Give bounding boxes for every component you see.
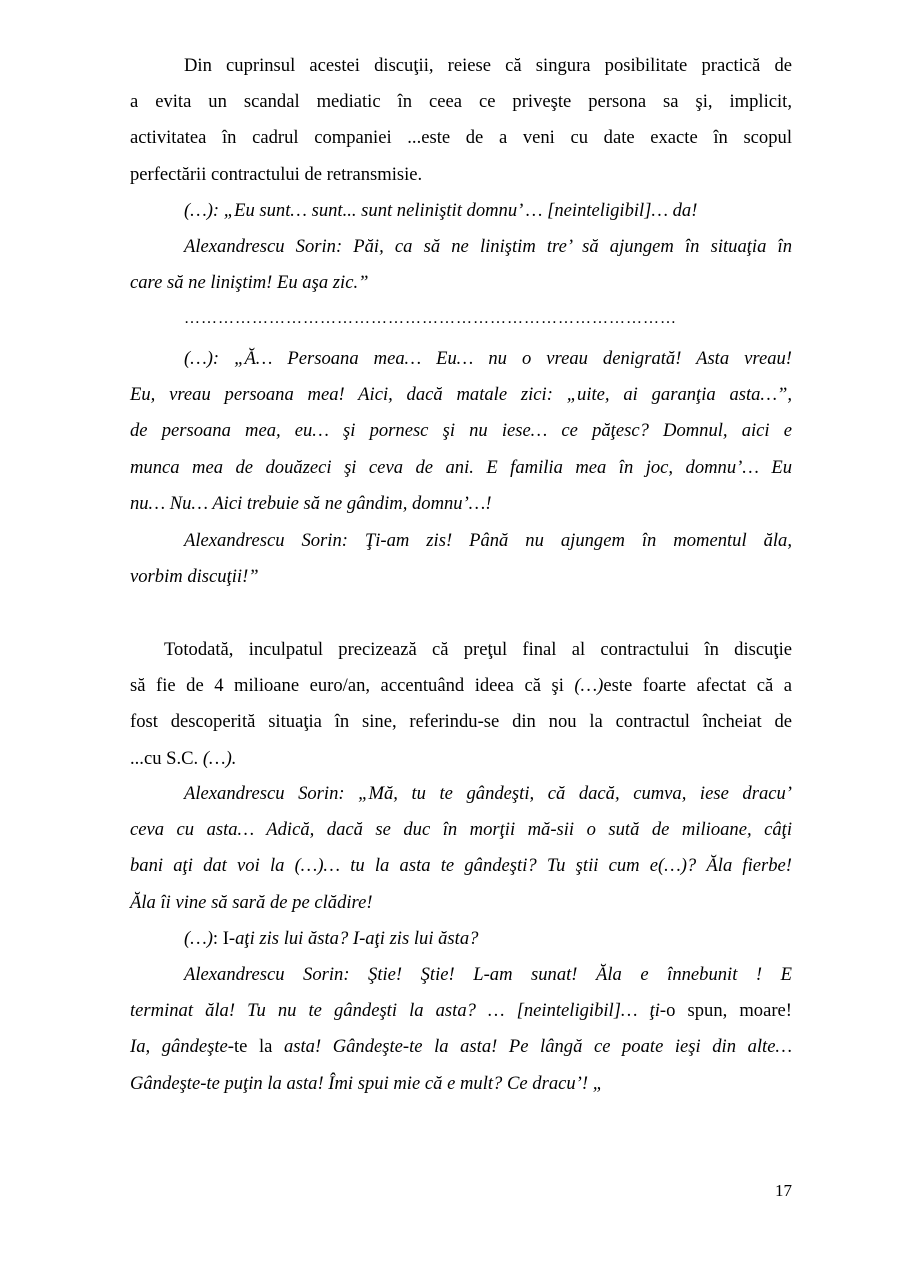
text-line [130, 957, 792, 993]
paragraph-quote-5 [130, 776, 792, 921]
text-line [130, 377, 792, 413]
text-run: Alexandrescu Sorin: Ştie! Ştie! L-am sunat! Ăla e înnebunit ! E [184, 964, 792, 985]
text-run: să fie de 4 milioane euro/an, accentuând ideea că şi [130, 675, 575, 697]
text-line [130, 1029, 792, 1065]
text-line [130, 559, 792, 595]
text-run: munca mea de douăzeci şi ceva de ani. E familia mea în joc, domnu’… Eu [130, 456, 792, 478]
text-run: Gândeşte-te puţin la asta! Îmi spui mie că e mult? Ce dracu’! „ [130, 1072, 604, 1094]
text-line [130, 921, 792, 957]
text-line [130, 993, 792, 1029]
text-run: ceva cu asta… Adică, dacă se duc în morţii mă-sii o sută de milioane, câţi [130, 819, 792, 841]
text-line [130, 668, 792, 704]
text-line [130, 84, 792, 120]
text-line [130, 776, 792, 812]
text-run: bani aţi dat voi la (…)… tu la asta te gândeşti? Tu ştii cum e(…)? Ăla fierbe! [130, 855, 792, 877]
text-run: Alexandrescu Sorin: „Mă, tu te gândeşti, că dacă, cumva, iese dracu’ [184, 783, 792, 804]
text-run: perfectării contractului de retransmisie. [130, 163, 423, 185]
ellipsis-separator: …………………………………………………………………………… [184, 310, 677, 327]
text-line [130, 413, 792, 449]
text-line [130, 157, 792, 193]
text-run: : I- [212, 928, 236, 949]
text-line [130, 229, 792, 265]
text-run: (…). [202, 747, 237, 769]
paragraph-intro [130, 48, 792, 193]
text-line [130, 632, 792, 668]
text-run: de persoana mea, eu… şi pornesc şi nu iese… ce păţesc? Domnul, aici e [130, 420, 792, 442]
text-run: este foarte afectat că a [603, 675, 792, 697]
text-run: te la [233, 1036, 284, 1058]
text-run: Alexandrescu Sorin: Ţi-am zis! Până nu ajungem în momentul ăla, [184, 530, 792, 551]
text-line [130, 486, 792, 522]
text-line [130, 885, 792, 921]
text-run: terminat ăla! Tu nu te gândeşti la asta? … [neinteligibil]… ţi- [130, 1000, 667, 1022]
text-run: activitatea în cadrul companiei ...este de a veni cu date exacte în scopul [130, 127, 792, 149]
text-line [130, 812, 792, 848]
text-run: (…): „Ă… Persoana mea… Eu… nu o vreau denigrată! Asta vreau! [184, 348, 792, 369]
text-run: Ia, gândeşte- [130, 1036, 234, 1058]
text-line [130, 523, 792, 559]
text-run: care să ne liniştim! Eu aşa zic.” [130, 272, 369, 294]
text-run: ...cu S.C. [130, 747, 203, 769]
text-line [130, 265, 792, 301]
text-run: asta! Gândeşte-te la asta! Pe lângă ce poate ieşi din alte… [283, 1036, 792, 1058]
paragraph-quote-4 [130, 523, 792, 595]
paragraph-quote-3 [130, 341, 792, 522]
text-run: Ăla îi vine să sară de pe clădire! [130, 891, 373, 913]
text-run: Din cuprinsul acestei discuţii, reiese că singura posibilitate practică de [184, 55, 792, 76]
text-run: nu… Nu… Aici trebuie să ne gândim, domnu’…! [130, 492, 492, 514]
text-line [130, 450, 792, 486]
text-run: (…) [574, 675, 604, 697]
text-run: vorbim discuţii!” [130, 566, 259, 588]
text-run: fost descoperită situaţia în sine, referindu-se din nou la contractul încheiat de [130, 711, 792, 733]
paragraph-quote-1 [130, 193, 792, 229]
text-line [130, 848, 792, 884]
paragraph-quote-2 [130, 229, 792, 301]
text-line [130, 704, 792, 740]
text-run: o spun, moare! [666, 1000, 792, 1022]
text-run: Eu, vreau persoana mea! Aici, dacă matale zici: „uite, ai garanţia asta…”, [130, 384, 792, 406]
text-line [130, 1066, 792, 1102]
paragraph-quote-7 [130, 957, 792, 1102]
text-run: a evita un scandal mediatic în ceea ce priveşte persona sa şi, implicit, [130, 91, 792, 113]
text-line [130, 120, 792, 156]
paragraph-quote-6 [130, 921, 792, 957]
paragraph-narrative [130, 632, 792, 777]
text-run: (…) [184, 928, 213, 949]
text-line [130, 193, 792, 229]
text-line [130, 741, 792, 777]
text-run: aţi zis lui ăsta? I-aţi zis lui ăsta? [235, 928, 479, 949]
text-line [130, 48, 792, 84]
page-number: 17 [775, 1181, 792, 1200]
text-run: (…): „Eu sunt… sunt... sunt neliniştit domnu’ … [neinteligibil]… da! [184, 200, 698, 221]
text-run: Alexandrescu Sorin: Păi, ca să ne liniştim tre’ să ajungem în situaţia în [184, 236, 792, 257]
text-line [130, 341, 792, 377]
text-run: Totodată, inculpatul precizează că preţul final al contractului în discuţie [164, 639, 792, 660]
